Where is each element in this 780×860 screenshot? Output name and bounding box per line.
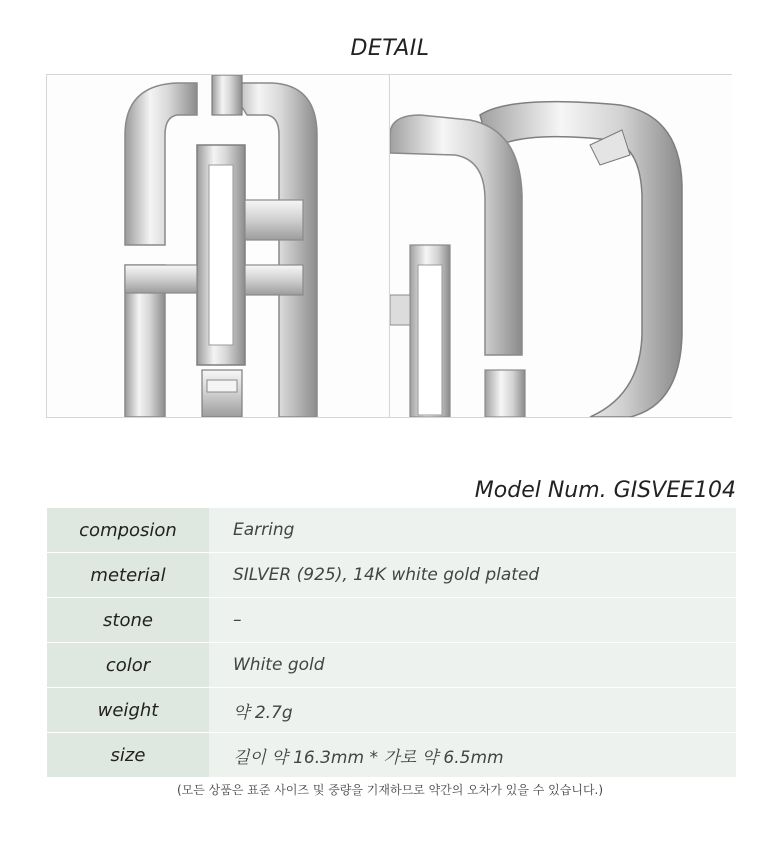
earring-front-closeup-photo — [47, 75, 388, 417]
detail-photo-frame — [46, 74, 732, 418]
spec-label: composion — [47, 508, 209, 553]
spec-row — [47, 598, 736, 643]
spec-value: SILVER (925), 14K white gold plated — [209, 553, 736, 598]
spec-row — [47, 733, 736, 778]
spec-label: weight — [47, 688, 209, 733]
spec-value: White gold — [209, 643, 736, 688]
spec-label: color — [47, 643, 209, 688]
spec-value: 약 2.7g — [209, 688, 736, 733]
spec-table — [47, 508, 736, 777]
spec-label: size — [47, 733, 209, 778]
section-title: DETAIL — [350, 36, 430, 61]
spec-value: – — [209, 598, 736, 643]
spec-row — [47, 643, 736, 688]
spec-label: stone — [47, 598, 209, 643]
spec-row — [47, 508, 736, 553]
spec-label: meterial — [47, 553, 209, 598]
model-number: Model Num. GISVEE104 — [474, 478, 736, 503]
spec-value: Earring — [209, 508, 736, 553]
earring-side-closeup-photo — [389, 75, 732, 417]
spec-value: 길이 약 16.3mm * 가로 약 6.5mm — [209, 733, 736, 778]
spec-row — [47, 553, 736, 598]
size-disclaimer-note: (모든 상품은 표준 사이즈 및 중량을 기재하므로 약간의 오차가 있을 수 있습니다.) — [176, 783, 604, 797]
spec-row — [47, 688, 736, 733]
